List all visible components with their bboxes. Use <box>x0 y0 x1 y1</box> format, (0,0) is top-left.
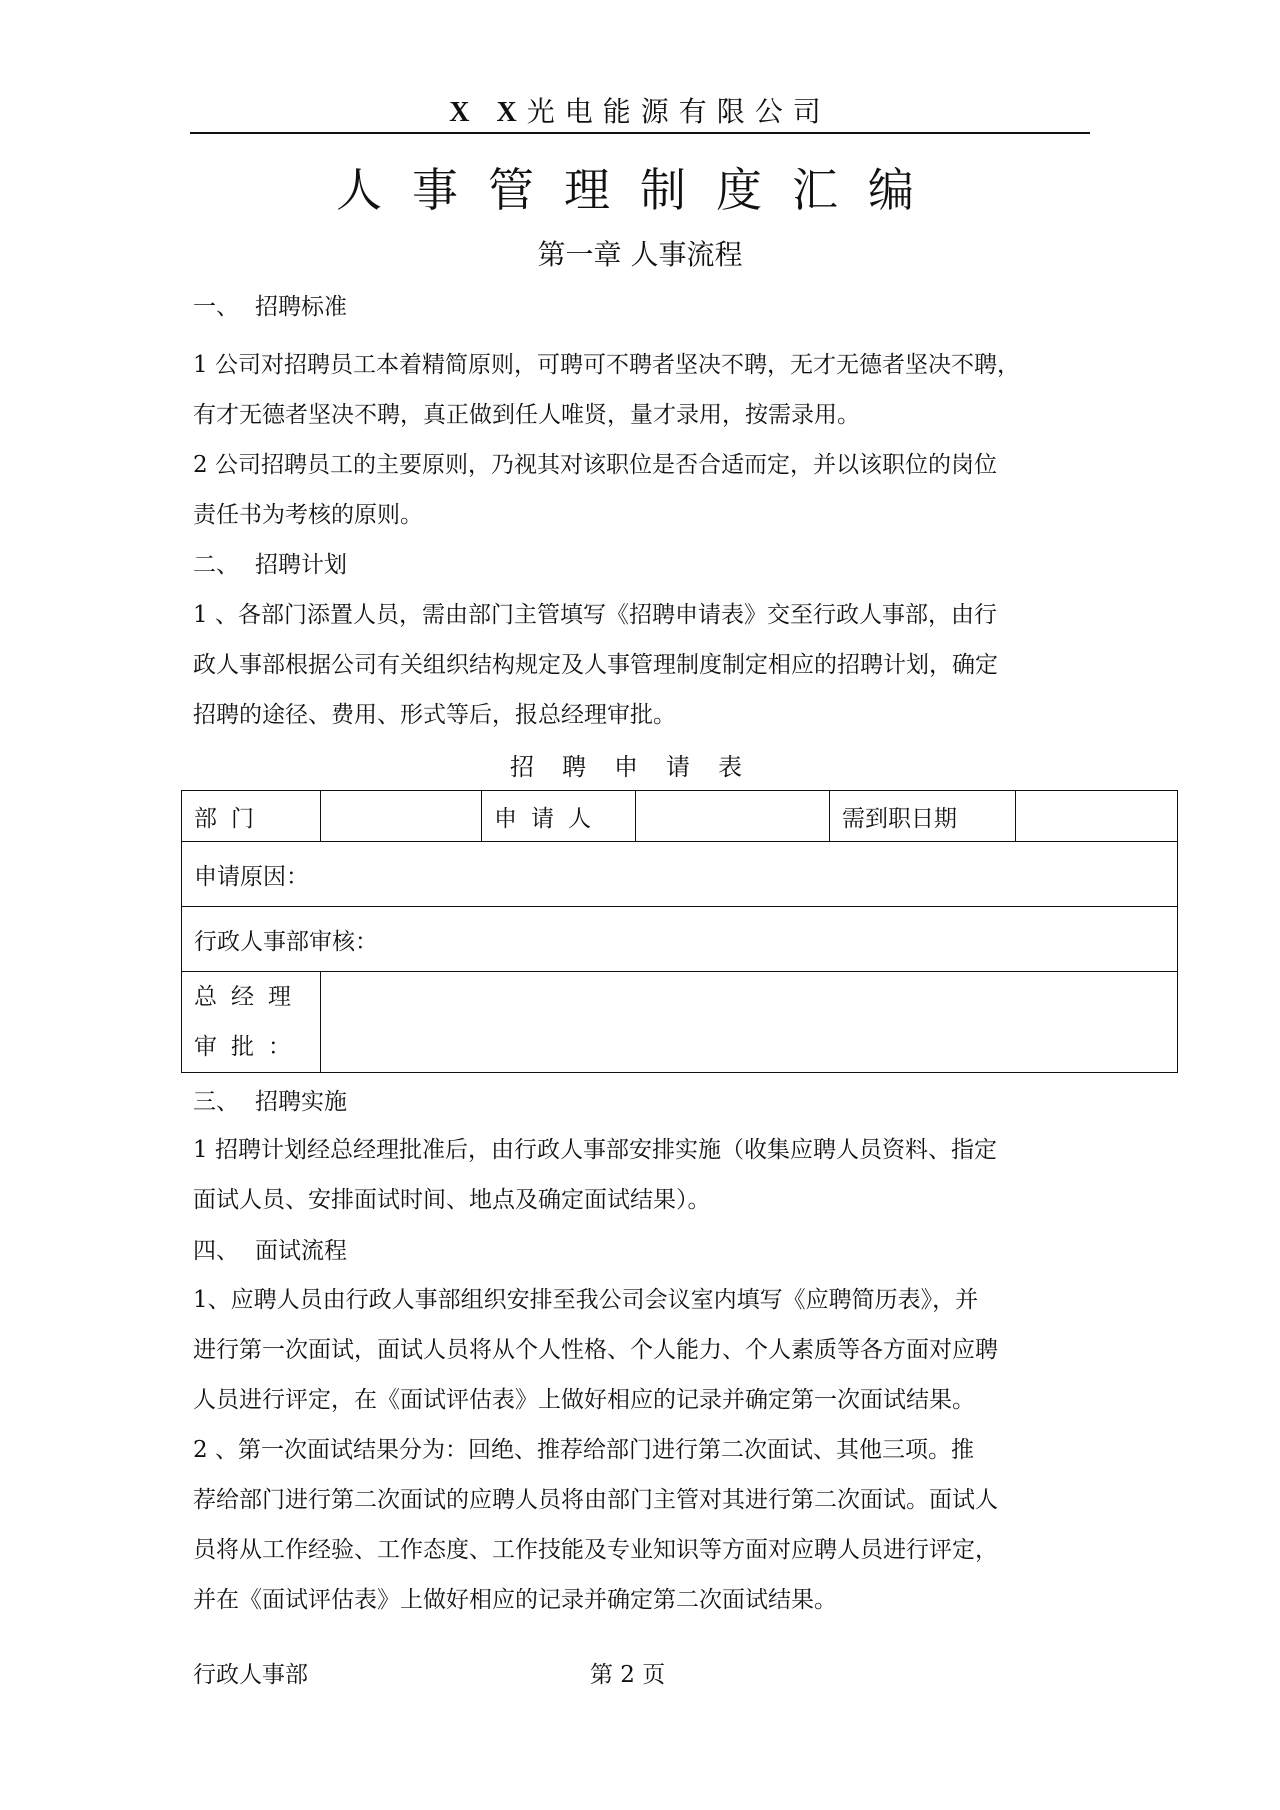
form-row <box>182 972 1178 1073</box>
footer-page-number: 第 2 页 <box>590 1662 666 1688</box>
section-heading-4 <box>193 1234 347 1268</box>
form-row <box>182 791 1178 842</box>
section-title: 招聘计划 <box>255 552 347 578</box>
section-number: 一、 <box>193 294 239 320</box>
paragraph-line: 并在《面试评估表》上做好相应的记录并确定第二次面试结果。 <box>193 1587 837 1613</box>
section-heading-2 <box>193 548 347 582</box>
department-label: 部门 <box>182 791 321 842</box>
paragraph-line: 1 招聘计划经总经理批准后，由行政人事部安排实施（收集应聘人员资料、指定 <box>193 1137 997 1163</box>
reason-label: 申请原因： <box>194 863 309 890</box>
hr-review-label: 行政人事部审核： <box>194 928 378 955</box>
paragraph-line: 1 公司对招聘员工本着精简原则，可聘可不聘者坚决不聘，无才无德者坚决不聘， <box>193 352 1020 378</box>
paragraph <box>193 1425 1093 1625</box>
section-title: 面试流程 <box>255 1238 347 1264</box>
paragraph-line: 招聘的途径、费用、形式等后，报总经理审批。 <box>193 702 676 728</box>
company-latin: X X <box>449 97 527 128</box>
document-title: 人事管理制度汇编 <box>336 163 944 217</box>
company-name: 光电能源有限公司 <box>526 95 831 128</box>
department-field[interactable] <box>321 791 482 842</box>
paragraph-line: 人员进行评定，在《面试评估表》上做好相应的记录并确定第一次面试结果。 <box>193 1387 975 1413</box>
section-number: 四、 <box>193 1238 239 1264</box>
section-heading-3 <box>193 1085 347 1119</box>
hr-review-field[interactable] <box>182 907 1178 972</box>
form-row <box>182 842 1178 907</box>
paragraph <box>193 340 1093 440</box>
paragraph-line: 员将从工作经验、工作态度、工作技能及专业知识等方面对应聘人员进行评定， <box>193 1537 998 1563</box>
applicant-label: 申请人 <box>482 791 636 842</box>
start-date-label: 需到职日期 <box>830 791 1016 842</box>
reason-field[interactable] <box>182 842 1178 907</box>
gm-label-line: 审批： <box>194 1034 305 1060</box>
paragraph-line: 责任书为考核的原则。 <box>193 502 423 528</box>
applicant-field[interactable] <box>636 791 830 842</box>
footer-department: 行政人事部 <box>193 1662 308 1688</box>
recruitment-request-form <box>181 790 1178 1073</box>
form-row <box>182 907 1178 972</box>
paragraph <box>193 590 1093 740</box>
section-number: 二、 <box>193 552 239 578</box>
paragraph-line: 1、应聘人员由行政人事部组织安排至我公司会议室内填写《应聘简历表》，并 <box>193 1287 979 1313</box>
paragraph-line: 荐给部门进行第二次面试的应聘人员将由部门主管对其进行第二次面试。面试人 <box>193 1487 998 1513</box>
gm-label-line: 总经理 <box>194 984 305 1010</box>
paragraph-line: 进行第一次面试，面试人员将从个人性格、个人能力、个人素质等各方面对应聘 <box>193 1337 998 1363</box>
gm-approval-field[interactable] <box>321 972 1178 1073</box>
paragraph-line: 面试人员、安排面试时间、地点及确定面试结果）。 <box>193 1187 711 1213</box>
header-divider <box>190 132 1090 134</box>
paragraph-line: 2 、第一次面试结果分为：回绝、推荐给部门进行第二次面试、其他三项。推 <box>193 1437 974 1463</box>
paragraph <box>193 1275 1093 1425</box>
paragraph <box>193 1125 1093 1225</box>
paragraph-line: 2 公司招聘员工的主要原则，乃视其对该职位是否合适而定，并以该职位的岗位 <box>193 452 997 478</box>
paragraph-line: 有才无德者坚决不聘，真正做到任人唯贤，量才录用，按需录用。 <box>193 402 860 428</box>
chapter-title: 第一章 人事流程 <box>537 238 743 271</box>
form-title: 招聘申请表 <box>510 753 770 781</box>
section-title: 招聘实施 <box>255 1089 347 1115</box>
gm-approval-label-cell <box>182 972 321 1073</box>
paragraph-line: 1 、各部门添置人员，需由部门主管填写《招聘申请表》交至行政人事部，由行 <box>193 602 997 628</box>
section-number: 三、 <box>193 1089 239 1115</box>
paragraph-line: 政人事部根据公司有关组织结构规定及人事管理制度制定相应的招聘计划，确定 <box>193 652 998 678</box>
paragraph <box>193 440 1093 540</box>
section-heading-1 <box>193 290 347 324</box>
company-header <box>190 90 1090 130</box>
section-title: 招聘标准 <box>255 294 347 320</box>
start-date-field[interactable] <box>1016 791 1178 842</box>
